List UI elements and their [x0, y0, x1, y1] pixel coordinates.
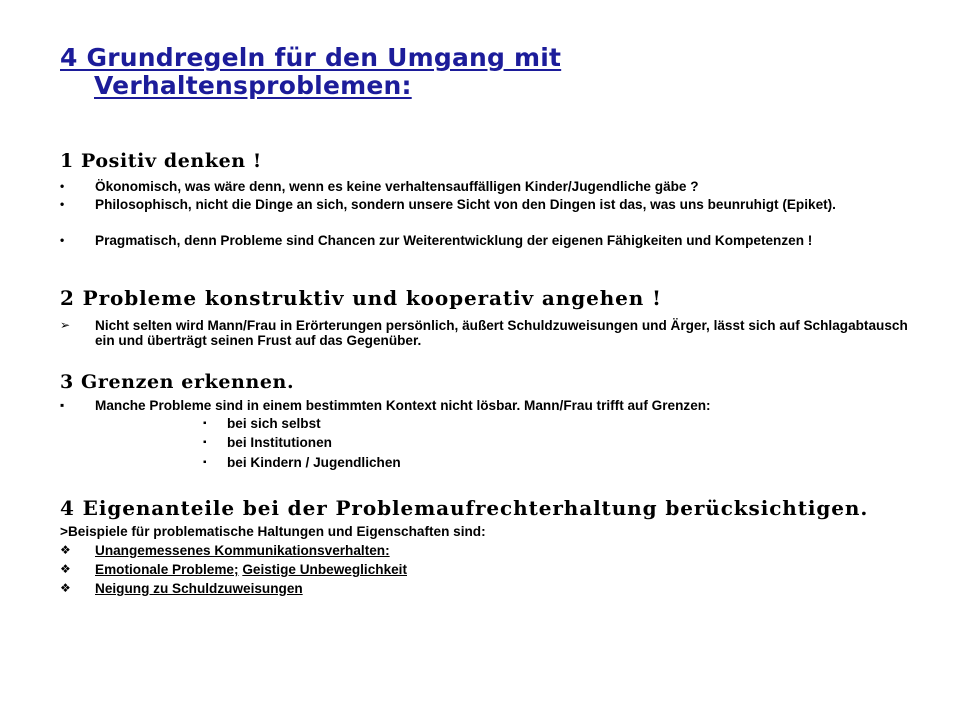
section-1-item-1: • Ökonomisch, was wäre denn, wenn es keine verhaltensauffälligen Kinder/Jugendliche gäbe ? [60, 179, 699, 194]
section-3-heading: 3 Grenzen erkennen. [60, 371, 295, 393]
section-2-heading: 2 Probleme konstruktiv und kooperativ angehen ! [60, 286, 662, 310]
section-2-item-1: ➢ Nicht selten wird Mann/Frau in Erörterungen persönlich, äußert Schuldzuweisungen und Ärger, lässt sich auf Schlagabtausch ein und überträgt seinen Frust auf das Gegenüber. [60, 318, 908, 348]
section-4-item-1 [60, 543, 910, 558]
diamond-bullet-icon: ❖ [60, 543, 71, 557]
square-bullet-icon: ▪ [60, 398, 65, 412]
section-1-item-3: • Pragmatisch, denn Probleme sind Chancen zur Weiterentwicklung der eigenen Fähigkeiten und Kompetenzen ! [60, 233, 813, 248]
title-line-2: Verhaltensproblemen: [94, 71, 412, 100]
section-4-heading: 4 Eigenanteile bei der Problemaufrechterhaltung berücksichtigen. [60, 496, 869, 520]
section-4-item-3 [60, 581, 910, 596]
arrowhead-icon: ➢ [60, 318, 71, 332]
square-bullet-icon: ▪ [203, 437, 207, 448]
diamond-bullet-icon: ❖ [60, 581, 71, 595]
section-3-subitem-1: ▪ bei sich selbst [203, 416, 321, 431]
linked-text[interactable]: Emotionale Probleme; [95, 562, 239, 577]
section-1-item-2: • Philosophisch, nicht die Dinge an sich, sondern unsere Sicht von den Dingen ist das, was uns beunruhigt (Epiket). [60, 197, 836, 212]
bullet-dot-icon: • [60, 233, 65, 247]
square-bullet-icon: ▪ [203, 418, 207, 429]
section-4-intro: >Beispiele für problematische Haltungen und Eigenschaften sind: [60, 524, 486, 539]
linked-text[interactable]: Geistige Unbeweglichkeit [242, 562, 407, 577]
section-4-item-2 [60, 562, 910, 577]
section-1-heading: 1 Positiv denken ! [60, 150, 262, 172]
bullet-dot-icon: • [60, 197, 65, 211]
diamond-bullet-icon: ❖ [60, 562, 71, 576]
slide-title [60, 44, 680, 100]
title-line-1: 4 Grundregeln für den Umgang mit [60, 43, 562, 72]
section-3-item-1: ▪ Manche Probleme sind in einem bestimmten Kontext nicht lösbar. Mann/Frau trifft auf Grenzen: [60, 398, 711, 413]
section-3-subitem-2: ▪ bei Institutionen [203, 435, 332, 450]
linked-text[interactable]: Neigung zu Schuldzuweisungen [95, 581, 303, 596]
linked-text[interactable]: Unangemessenes Kommunikationsverhalten: [95, 543, 390, 558]
bullet-dot-icon: • [60, 179, 65, 193]
square-bullet-icon: ▪ [203, 457, 207, 468]
section-3-subitem-3: ▪ bei Kindern / Jugendlichen [203, 455, 401, 470]
